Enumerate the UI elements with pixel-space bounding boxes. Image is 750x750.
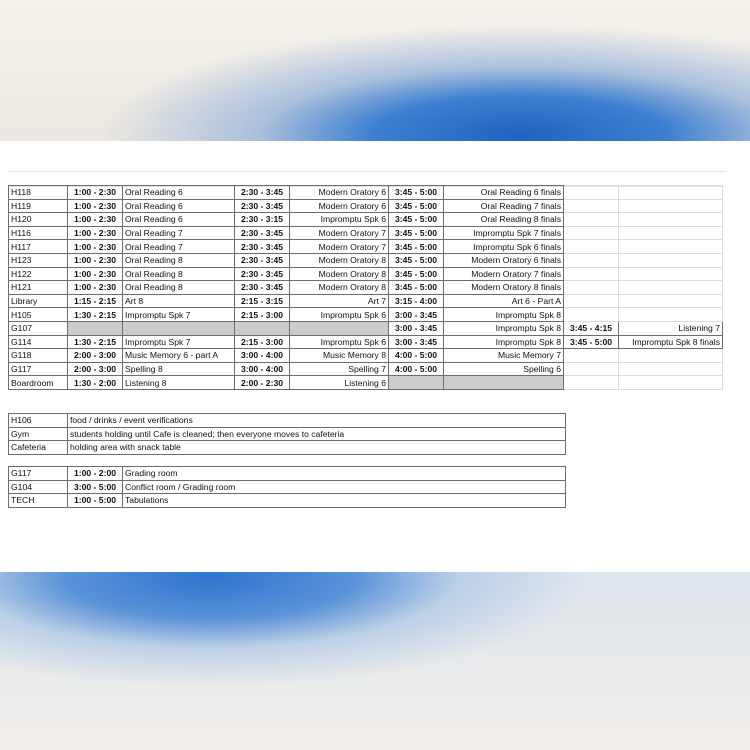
time-slot-1-cell: 1:00 - 2:30 — [68, 226, 123, 240]
event-4-cell — [619, 349, 723, 363]
room-cell: H121 — [9, 281, 68, 295]
note-text-cell: food / drinks / event verifications — [68, 414, 566, 428]
event-1-cell: Oral Reading 6 — [123, 186, 235, 200]
event-1-cell: Impromptu Spk 7 — [123, 308, 235, 322]
room-cell: H118 — [9, 186, 68, 200]
event-2-cell: Listening 6 — [290, 376, 389, 390]
event-3-cell: Impromptu Spk 7 finals — [444, 226, 564, 240]
time-slot-4-cell — [564, 199, 619, 213]
event-3-cell: Modern Oratory 8 finals — [444, 281, 564, 295]
schedule-row — [9, 362, 723, 376]
time-slot-2-cell: 2:00 - 2:30 — [235, 376, 290, 390]
schedule-row — [9, 376, 723, 390]
event-2-cell: Impromptu Spk 6 — [290, 335, 389, 349]
room-cell: Boardroom — [9, 376, 68, 390]
event-4-cell — [619, 281, 723, 295]
time-slot-2-cell: 2:15 - 3:00 — [235, 335, 290, 349]
time-slot-1-cell: 2:00 - 3:00 — [68, 362, 123, 376]
event-1-cell: Music Memory 6 - part A — [123, 349, 235, 363]
time-slot-2-cell: 2:30 - 3:45 — [235, 186, 290, 200]
event-4-cell — [619, 253, 723, 267]
event-4-cell — [619, 199, 723, 213]
event-1-cell: Oral Reading 7 — [123, 240, 235, 254]
event-4-cell: Listening 7 — [619, 321, 723, 335]
time-slot-4-cell — [564, 281, 619, 295]
event-2-cell: Modern Oratory 7 — [290, 240, 389, 254]
event-2-cell: Music Memory 8 — [290, 349, 389, 363]
time-slot-2-cell — [235, 321, 290, 335]
event-2-cell: Modern Oratory 6 — [290, 186, 389, 200]
time-slot-2-cell: 3:00 - 4:00 — [235, 362, 290, 376]
spreadsheet-page — [0, 141, 750, 572]
event-4-cell — [619, 308, 723, 322]
event-3-cell: Oral Reading 7 finals — [444, 199, 564, 213]
time-slot-3-cell: 3:45 - 5:00 — [389, 267, 444, 281]
room-cell: G114 — [9, 335, 68, 349]
time-slot-4-cell — [564, 186, 619, 200]
time-slot-4-cell — [564, 376, 619, 390]
time-slot-4-cell — [564, 213, 619, 227]
grading-time-cell: 1:00 - 2:00 — [68, 467, 123, 481]
schedule-row — [9, 308, 723, 322]
event-3-cell: Modern Oratory 6 finals — [444, 253, 564, 267]
schedule-row — [9, 294, 723, 308]
grading-rooms-table — [8, 466, 566, 508]
grading-text-cell: Grading room — [123, 467, 566, 481]
time-slot-4-cell: 3:45 - 4:15 — [564, 321, 619, 335]
time-slot-1-cell: 1:00 - 2:30 — [68, 240, 123, 254]
time-slot-3-cell: 3:45 - 5:00 — [389, 281, 444, 295]
time-slot-1-cell: 1:00 - 2:30 — [68, 213, 123, 227]
event-1-cell: Oral Reading 8 — [123, 267, 235, 281]
event-1-cell: Listening 8 — [123, 376, 235, 390]
room-cell: H119 — [9, 199, 68, 213]
event-2-cell: Modern Oratory 8 — [290, 281, 389, 295]
event-4-cell — [619, 186, 723, 200]
event-3-cell: Music Memory 7 — [444, 349, 564, 363]
event-4-cell — [619, 267, 723, 281]
time-slot-4-cell — [564, 362, 619, 376]
event-2-cell: Modern Oratory 7 — [290, 226, 389, 240]
schedule-row — [9, 253, 723, 267]
room-cell: H117 — [9, 240, 68, 254]
note-row — [9, 414, 566, 428]
time-slot-4-cell: 3:45 - 5:00 — [564, 335, 619, 349]
event-1-cell: Oral Reading 6 — [123, 213, 235, 227]
event-2-cell: Modern Oratory 8 — [290, 267, 389, 281]
note-text-cell: holding area with snack table — [68, 441, 566, 455]
time-slot-3-cell — [389, 376, 444, 390]
time-slot-4-cell — [564, 308, 619, 322]
event-2-cell: Modern Oratory 8 — [290, 253, 389, 267]
schedule-row — [9, 267, 723, 281]
grading-row — [9, 467, 566, 481]
event-3-cell — [444, 376, 564, 390]
room-cell: H122 — [9, 267, 68, 281]
room-cell: G118 — [9, 349, 68, 363]
time-slot-3-cell: 3:45 - 5:00 — [389, 240, 444, 254]
event-4-cell — [619, 213, 723, 227]
time-slot-1-cell: 2:00 - 3:00 — [68, 349, 123, 363]
room-cell: H116 — [9, 226, 68, 240]
background-top-gradient — [0, 0, 750, 145]
event-2-cell: Impromptu Spk 6 — [290, 213, 389, 227]
event-1-cell: Oral Reading 6 — [123, 199, 235, 213]
time-slot-2-cell: 2:30 - 3:45 — [235, 267, 290, 281]
event-3-cell: Impromptu Spk 6 finals — [444, 240, 564, 254]
time-slot-3-cell: 3:00 - 3:45 — [389, 335, 444, 349]
time-slot-4-cell — [564, 294, 619, 308]
note-room-cell: H106 — [9, 414, 68, 428]
event-4-cell — [619, 226, 723, 240]
event-1-cell: Art 8 — [123, 294, 235, 308]
grading-time-cell: 1:00 - 5:00 — [68, 494, 123, 508]
note-row — [9, 427, 566, 441]
time-slot-2-cell: 2:15 - 3:15 — [235, 294, 290, 308]
time-slot-2-cell: 2:30 - 3:45 — [235, 226, 290, 240]
time-slot-4-cell — [564, 240, 619, 254]
event-3-cell: Spelling 6 — [444, 362, 564, 376]
event-3-cell: Impromptu Spk 8 — [444, 335, 564, 349]
event-2-cell: Spelling 7 — [290, 362, 389, 376]
time-slot-1-cell — [68, 321, 123, 335]
time-slot-1-cell: 1:00 - 2:30 — [68, 186, 123, 200]
schedule-row — [9, 335, 723, 349]
schedule-row — [9, 186, 723, 200]
time-slot-2-cell: 2:15 - 3:00 — [235, 308, 290, 322]
schedule-row — [9, 349, 723, 363]
room-cell: Library — [9, 294, 68, 308]
room-cell: H123 — [9, 253, 68, 267]
event-2-cell — [290, 321, 389, 335]
grading-row — [9, 480, 566, 494]
grading-room-cell: G117 — [9, 467, 68, 481]
note-room-cell: Gym — [9, 427, 68, 441]
schedule-row — [9, 226, 723, 240]
schedule-row — [9, 240, 723, 254]
time-slot-3-cell: 4:00 - 5:00 — [389, 362, 444, 376]
event-1-cell: Oral Reading 8 — [123, 281, 235, 295]
time-slot-2-cell: 3:00 - 4:00 — [235, 349, 290, 363]
time-slot-1-cell: 1:00 - 2:30 — [68, 199, 123, 213]
time-slot-2-cell: 2:30 - 3:45 — [235, 199, 290, 213]
note-row — [9, 441, 566, 455]
event-4-cell: Impromptu Spk 8 finals — [619, 335, 723, 349]
time-slot-2-cell: 2:30 - 3:45 — [235, 253, 290, 267]
event-1-cell: Spelling 8 — [123, 362, 235, 376]
event-3-cell: Impromptu Spk 8 — [444, 321, 564, 335]
time-slot-1-cell: 1:00 - 2:30 — [68, 253, 123, 267]
time-slot-3-cell: 3:00 - 3:45 — [389, 308, 444, 322]
event-2-cell: Impromptu Spk 6 — [290, 308, 389, 322]
schedule-row — [9, 281, 723, 295]
event-2-cell: Art 7 — [290, 294, 389, 308]
event-1-cell: Oral Reading 7 — [123, 226, 235, 240]
event-3-cell: Art 6 - Part A — [444, 294, 564, 308]
time-slot-1-cell: 1:30 - 2:15 — [68, 335, 123, 349]
event-3-cell: Oral Reading 6 finals — [444, 186, 564, 200]
schedule-row — [9, 199, 723, 213]
event-2-cell: Modern Oratory 6 — [290, 199, 389, 213]
time-slot-3-cell: 3:45 - 5:00 — [389, 186, 444, 200]
room-cell: G117 — [9, 362, 68, 376]
event-1-cell — [123, 321, 235, 335]
time-slot-2-cell: 2:30 - 3:45 — [235, 281, 290, 295]
room-cell: G107 — [9, 321, 68, 335]
time-slot-2-cell: 2:30 - 3:45 — [235, 240, 290, 254]
event-4-cell — [619, 362, 723, 376]
event-4-cell — [619, 294, 723, 308]
grading-time-cell: 3:00 - 5:00 — [68, 480, 123, 494]
background-bottom-gradient — [0, 572, 750, 750]
time-slot-3-cell: 3:45 - 5:00 — [389, 213, 444, 227]
time-slot-4-cell — [564, 226, 619, 240]
event-3-cell: Impromptu Spk 8 — [444, 308, 564, 322]
time-slot-3-cell: 3:15 - 4:00 — [389, 294, 444, 308]
event-4-cell — [619, 240, 723, 254]
time-slot-1-cell: 1:30 - 2:00 — [68, 376, 123, 390]
time-slot-3-cell: 3:00 - 3:45 — [389, 321, 444, 335]
event-3-cell: Modern Oratory 7 finals — [444, 267, 564, 281]
note-text-cell: students holding until Cafe is cleaned; then everyone moves to cafeteria — [68, 427, 566, 441]
event-3-cell: Oral Reading 8 finals — [444, 213, 564, 227]
event-1-cell: Impromptu Spk 7 — [123, 335, 235, 349]
room-cell: H120 — [9, 213, 68, 227]
time-slot-1-cell: 1:00 - 2:30 — [68, 281, 123, 295]
time-slot-1-cell: 1:30 - 2:15 — [68, 308, 123, 322]
grading-text-cell: Tabulations — [123, 494, 566, 508]
time-slot-4-cell — [564, 267, 619, 281]
time-slot-1-cell: 1:15 - 2:15 — [68, 294, 123, 308]
time-slot-3-cell: 3:45 - 5:00 — [389, 226, 444, 240]
schedule-row — [9, 213, 723, 227]
grading-text-cell: Conflict room / Grading room — [123, 480, 566, 494]
grading-row — [9, 494, 566, 508]
room-schedule-table — [8, 185, 723, 390]
time-slot-3-cell: 3:45 - 5:00 — [389, 253, 444, 267]
facility-notes-table — [8, 413, 566, 455]
time-slot-4-cell — [564, 253, 619, 267]
time-slot-2-cell: 2:30 - 3:15 — [235, 213, 290, 227]
event-1-cell: Oral Reading 8 — [123, 253, 235, 267]
grading-room-cell: TECH — [9, 494, 68, 508]
note-room-cell: Cafeteria — [9, 441, 68, 455]
time-slot-3-cell: 4:00 - 5:00 — [389, 349, 444, 363]
event-4-cell — [619, 376, 723, 390]
schedule-row — [9, 321, 723, 335]
time-slot-1-cell: 1:00 - 2:30 — [68, 267, 123, 281]
time-slot-3-cell: 3:45 - 5:00 — [389, 199, 444, 213]
time-slot-4-cell — [564, 349, 619, 363]
room-cell: H105 — [9, 308, 68, 322]
grading-room-cell: G104 — [9, 480, 68, 494]
